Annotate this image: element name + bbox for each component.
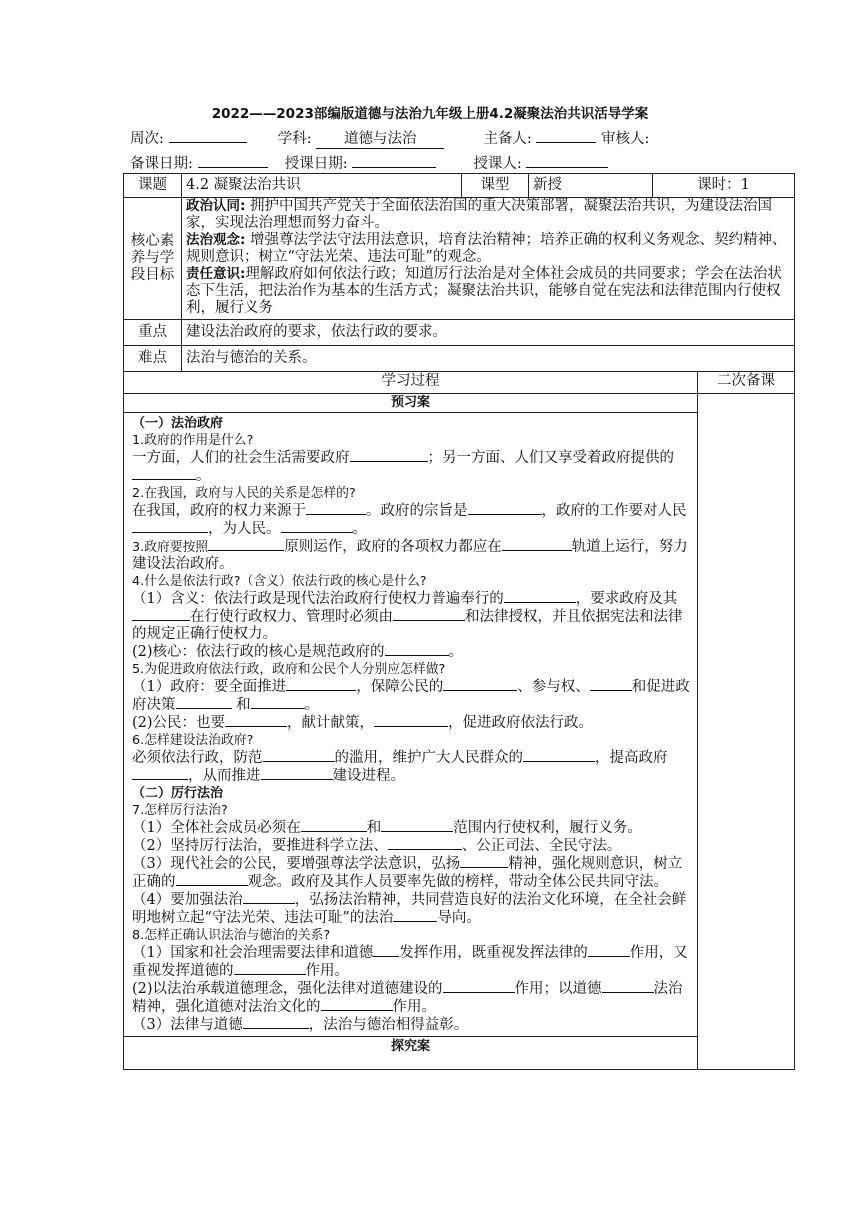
answer-4: （1）含义：依法行政是现代法治政府行使权力普遍奉行的 ，要求政府及其在行使行政权力、管理时必须由 和法律授权，并且依据宪法和法律的规定正确行使权力。	[132, 591, 683, 642]
question-4: 4.什么是依法行政?（含义）依法行政的核心是什么?	[132, 574, 427, 589]
answer-7-1: （1）全体社会成员必须在 和 范围内行使权利，履行义务。	[132, 820, 642, 836]
teacher-label: 授课人:	[473, 156, 522, 172]
answer-5-gov: （1）政府：要全面推进 ，保障公民的 、参与权、 和促进政府决策 和 。	[132, 679, 690, 713]
answer-8-3: （3）法律与道德 ，法治与德治相得益彰。	[132, 1017, 469, 1033]
core-literacy-content	[182, 198, 795, 320]
topic-label: 课题	[124, 174, 182, 198]
lesson-plan-table	[123, 173, 795, 1070]
core-item-law: 法治观念: 增强尊法学法守法用法意识，培育法治精神；培养正确的权利义务观念、契约精神、规则意识；树立“守法光荣、违法可耻”的观念。	[186, 232, 787, 265]
answer-4-core: (2)核心：依法行政的核心是规范政府的 。	[132, 644, 464, 660]
teacher-blank	[526, 153, 608, 168]
answer-1: 一方面，人们的社会生活需要政府 ；另一方面、人们又享受着政府提供的 。	[132, 450, 674, 484]
answer-8-2: (2)以法治承载道德理念，强化法律对道德建设的 作用；以道德 法治精神，强化道德对法治文化的 作用。	[132, 981, 683, 1015]
reviewer-label: 审核人:	[601, 131, 650, 147]
lead-blank	[536, 128, 596, 143]
type-label: 课型	[462, 174, 529, 198]
key-point-value: 建设法治政府的要求，依法行政的要求。	[182, 320, 795, 346]
section-1-title: （一）法治政府	[132, 416, 224, 431]
core-item-political: 政治认同: 拥护中国共产党关于全面依法治国的重大决策部署，凝聚法治共识，为建设法治国家，实现法治理想而努力奋斗。	[186, 198, 773, 231]
answer-7-4: （4）要加强法治 ，弘扬法治精神，共同营造良好的法治文化环境，在全社会鲜明地树立起“守法光荣、违法可耻”的法治 导向。	[132, 892, 687, 926]
preview-heading: 预习案	[124, 394, 697, 413]
question-8: 8.怎样正确认识法治与德治的关系?	[132, 928, 331, 943]
second-prep-label: 二次备课	[698, 372, 795, 394]
core-item-responsibility: 责任意识:理解政府如何依法行政；知道厉行法治是对全体社会成员的共同要求；学会在法治状态下生活，把法治作为基本的生活方式；凝聚法治共识，能够自觉在宪法和法律范围内行使权利，履行义务	[186, 266, 782, 316]
question-6: 6.怎样建设法治政府?	[132, 733, 254, 748]
question-7: 7.怎样厉行法治?	[132, 803, 228, 818]
week-blank	[169, 128, 247, 143]
meta-row-1	[130, 127, 649, 149]
key-point-label: 重点	[124, 320, 182, 346]
question-1: 1.政府的作用是什么?	[132, 433, 254, 448]
answer-2: 在我国，政府的权力来源于 。政府的宗旨是 ，政府的工作要对人民，为人民。 。	[132, 503, 687, 537]
answer-5-citizen: (2)公民：也要 ，献计献策， ，促进政府依法行政。	[132, 715, 594, 731]
section-2-title: （二）厉行法治	[132, 786, 224, 801]
prep-date-label: 备课日期:	[130, 156, 193, 172]
second-prep-column	[698, 394, 795, 1070]
answer-6: 必须依法行政，防范 的滥用，维护广大人民群众的 ，提高政府，从而推进 建设进程。	[132, 750, 668, 784]
lead-label: 主备人:	[483, 131, 532, 147]
difficult-point-value: 法治与德治的关系。	[182, 346, 795, 372]
teach-date-blank	[352, 153, 436, 168]
question-5: 5.为促进政府依法行政，政府和公民个人分别应怎样做?	[132, 662, 446, 677]
meta-row-2	[130, 152, 608, 173]
topic-value: 4.2 凝聚法治共识	[182, 174, 462, 198]
core-literacy-label: 核心素养与学段目标	[124, 198, 182, 320]
answer-3: 3.政府要按照 原则运作，政府的各项权力都应在 轨道上运行，努力建设法治政府。	[132, 539, 688, 572]
subject-label: 学科:	[277, 131, 312, 147]
answer-7-2: （2）坚持厉行法治，要推进科学立法、 、公正司法、全民守法。	[132, 838, 622, 854]
teach-date-label: 授课日期:	[284, 156, 348, 172]
question-2: 2.在我国，政府与人民的关系是怎样的?	[132, 486, 356, 501]
answer-8-1: （1）国家和社会治理需要法律和道德 发挥作用，既重视发挥法律的 作用，又重视发挥道德的 作用。	[132, 945, 688, 979]
learning-process-label: 学习过程	[124, 372, 698, 394]
week-label: 周次:	[130, 131, 164, 147]
preview-section	[124, 394, 698, 1070]
prep-date-blank	[198, 153, 268, 168]
period-value: 课时：1	[653, 174, 795, 198]
explore-heading: 探究案	[124, 1036, 697, 1069]
subject-value: 道德与法治	[316, 127, 444, 149]
type-value: 新授	[529, 174, 653, 198]
answer-7-3: （3）现代社会的公民，要增强尊法学法意识，弘扬 精神，强化规则意识，树立正确的 观念。政府及其作人员要率先做的榜样，带动全体公民共同守法。	[132, 856, 683, 890]
page-title: 2022——2023部编版道德与法治九年级上册4.2凝聚法治共识活导学案	[211, 106, 649, 122]
difficult-point-label: 难点	[124, 346, 182, 372]
